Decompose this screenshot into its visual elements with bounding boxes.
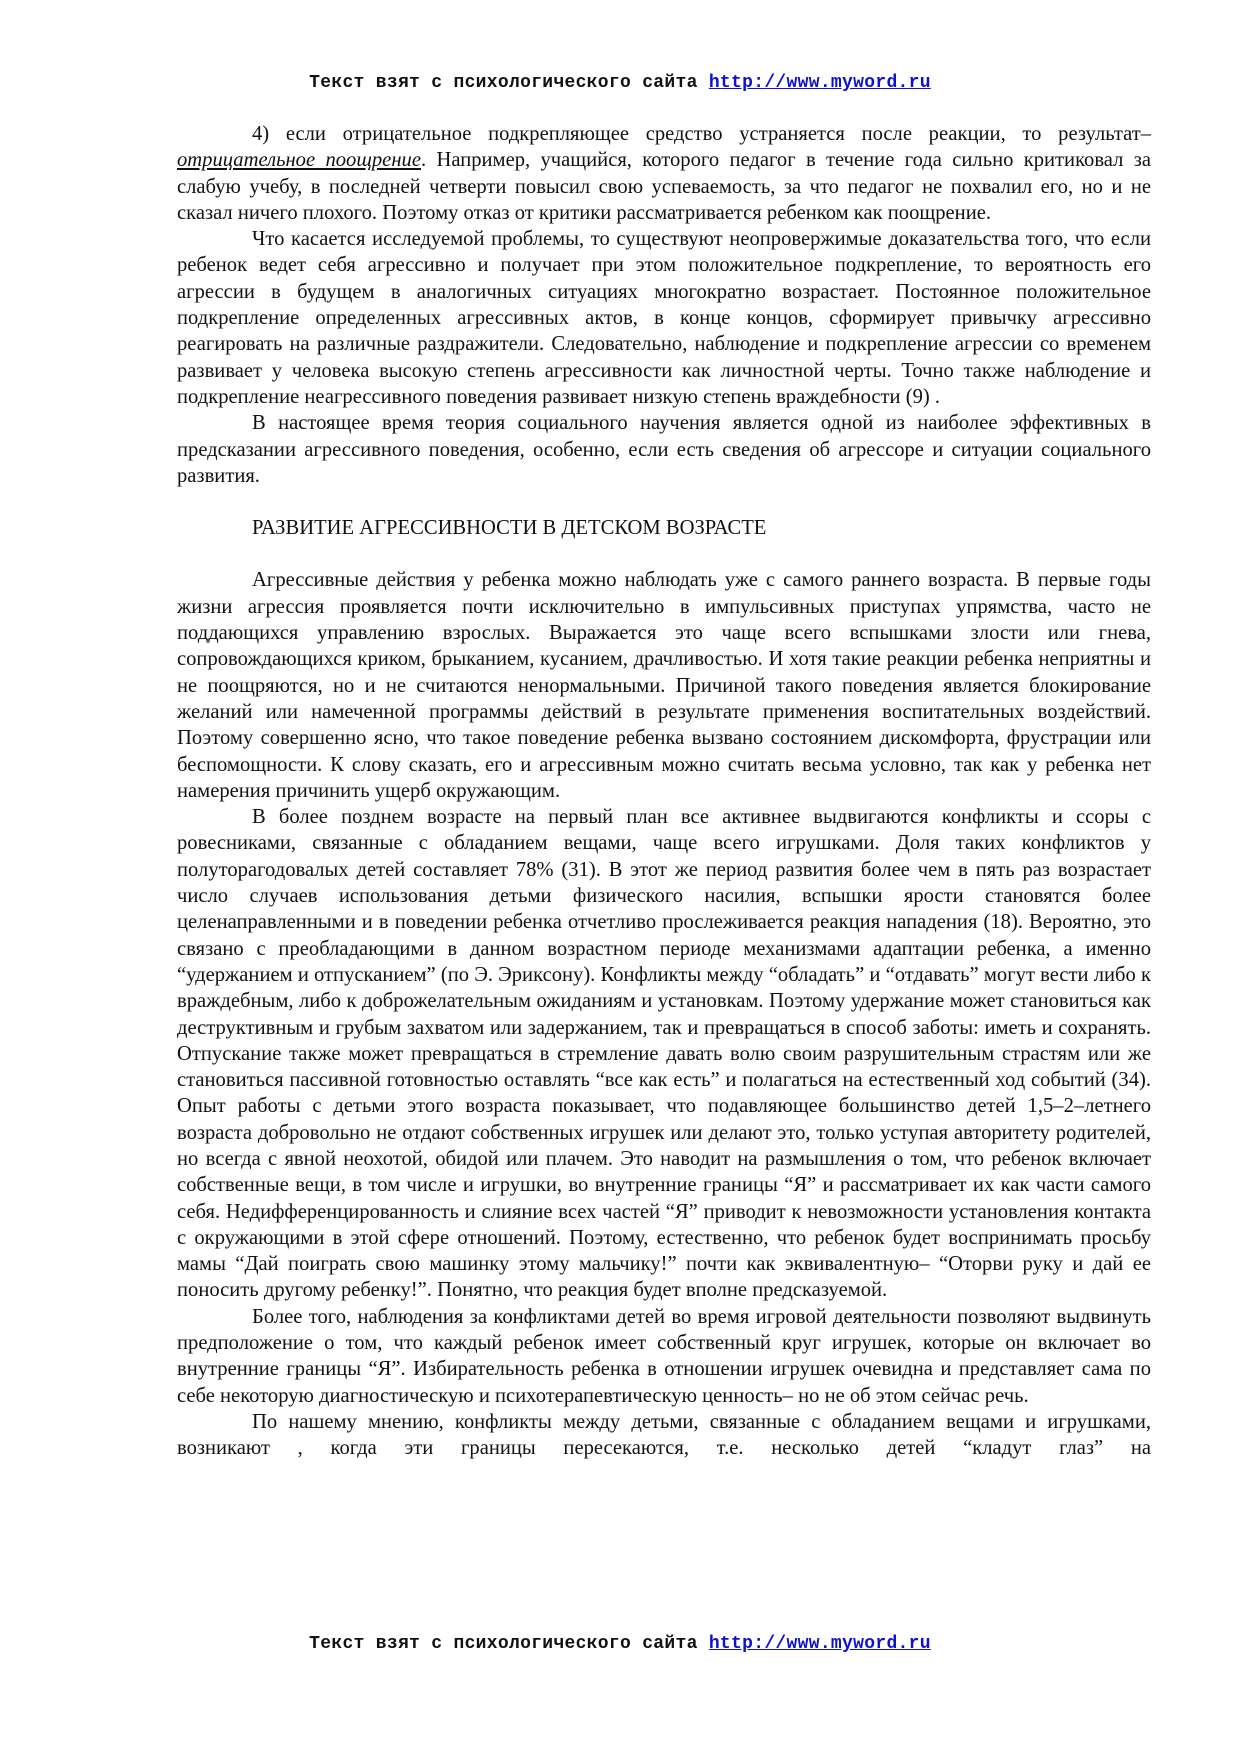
footer-link[interactable]: http://www.myword.ru [708, 1634, 931, 1654]
paragraph-6: Более того, наблюдения за конфликтами детей во время игровой деятельности позволяют выдвинуть предположение о том, что каждый ребенок имеет собственный круг игрушек, которые он включает во внутренние границы “Я”. Избирательность ребенка в отношении игрушек очевидна и представляет сама по себе некоторую диагностическую и психотерапевтическую ценность– но не об этом сейчас речь. [177, 1305, 1151, 1407]
paragraph-1 [177, 121, 1151, 226]
paragraph-7: По нашему мнению, конфликты между детьми, связанные с обладанием вещами и игрушками, возникают , когда эти границы пересекаются, т.е. несколько детей “кладут глаз” на [177, 1410, 1151, 1460]
section-heading: РАЗВИТИЕ АГРЕССИВНОСТИ В ДЕТСКОМ ВОЗРАСТЕ [252, 517, 767, 540]
paragraph-3: В настоящее время теория социального научения является одной из наиболее эффективных в предсказании агрессивного поведения, особенно, если есть сведения об агрессоре и ситуации социального развития. [177, 412, 1151, 487]
paragraph-text: 4) если отрицательное подкрепляющее средство устраняется после реакции, то результат– [252, 123, 1151, 145]
paragraph-2: Что касается исследуемой проблемы, то существуют неопровержимые доказательства того, что если ребенок ведет себя агрессивно и получает при этом положительное подкрепление, то вероятность его агрессии в будущем в аналогичных ситуациях многократно возрастает. Постоянное положительное подкрепление определенных агрессивных актов, в конце концов, сформирует привычку агрессивно реагировать на различные раздражители. Следовательно, наблюдение и подкрепление агрессии со временем развивает у человека высокую степень агрессивности как личностной черты. Точно также наблюдение и подкрепление неагрессивного поведения развивает низкую степень враждебности (9) . [177, 228, 1151, 408]
emphasized-term: отрицательное поощрение [177, 149, 421, 172]
paragraph-text: . Например, учащийся, которого педагог в течение года сильно критиковал за слабую учебу, в последней четверти повысил свою успеваемость, за что педагог не похвалил его, но и не сказал ничего плохого. Поэтому отказ от критики рассматривается ребенком как поощрение. [177, 149, 1151, 224]
paragraph-5: В более позднем возрасте на первый план все активнее выдвигаются конфликты и ссоры с ровесниками, связанные с обладанием вещами, чаще всего игрушками. Доля таких конфликтов у полуторагодовалых детей составляет 78% (31). В этот же период развития более чем в пять раз возрастает число случаев использования детьми физического насилия, вспышки ярости становятся более целенаправленными и в поведении ребенка отчетливо прослеживается реакция нападения (18). Вероятно, это связано с преобладающими в данном возрастном периоде механизмами адаптации ребенка, а именно “удержанием и отпусканием” (по Э. Эриксону). Конфликты между “обладать” и “отдавать” могут вести либо к враждебным, либо к доброжелательным ожиданиям и установкам. Поэтому удержание может становиться как деструктивным и грубым захватом или задержанием, так и превращаться в способ заботы: иметь и сохранять. Отпускание также может превращаться в стремление давать волю своим разрушительным страстям или же становиться пассивной готовностью оставлять “все как есть” и полагаться на естественный ход событий (34). Опыт работы с детьми этого возраста показывает, что подавляющее большинство детей 1,5–2–летнего возраста добровольно не отдают собственных игрушек или делают это, только уступая авторитету родителей, но всегда с явной неохотой, обидой или плачем. Это наводит на размышления о том, что ребенок включает собственные вещи, в том числе и игрушки, во внутренние границы “Я” и рассматривает их как части самого себя. Недифференцированность и слияние всех частей “Я” приводит к невозможности установления контакта с окружающими в этой сфере отношений. Поэтому, естественно, что ребенок будет воспринимать просьбу мамы “Дай поиграть свою машинку этому мальчику!” почти как эквивалентную– “Оторви руку и дай ее поносить другому ребенку!”. Понятно, что реакция будет вполне предсказуемой. [177, 806, 1151, 1302]
document-body [177, 121, 1151, 1462]
header-text: Текст взят с психологического сайта [309, 73, 698, 93]
page-footer [0, 1634, 1240, 1654]
footer-text: Текст взят с психологического сайта [309, 1634, 698, 1654]
page-header [0, 73, 1240, 93]
header-link[interactable]: http://www.myword.ru [708, 73, 931, 93]
paragraph-4: Агрессивные действия у ребенка можно наблюдать уже с самого раннего возраста. В первые годы жизни агрессия проявляется почти исключительно в импульсивных приступах упрямства, часто не поддающихся управлению взрослых. Выражается это чаще всего вспышками злости или гнева, сопровождающихся криком, брыканием, кусанием, драчливостью. И хотя такие реакции ребенка неприятны и не поощряются, но и не считаются ненормальными. Причиной такого поведения является блокирование желаний или намеченной программы действий в результате применения воспитательных воздействий. Поэтому совершенно ясно, что такое поведение ребенка вызвано состоянием дискомфорта, фрустрации или беспомощности. К слову сказать, его и агрессивным можно считать весьма условно, так как у ребенка нет намерения причинить ущерб окружающим. [177, 569, 1151, 802]
